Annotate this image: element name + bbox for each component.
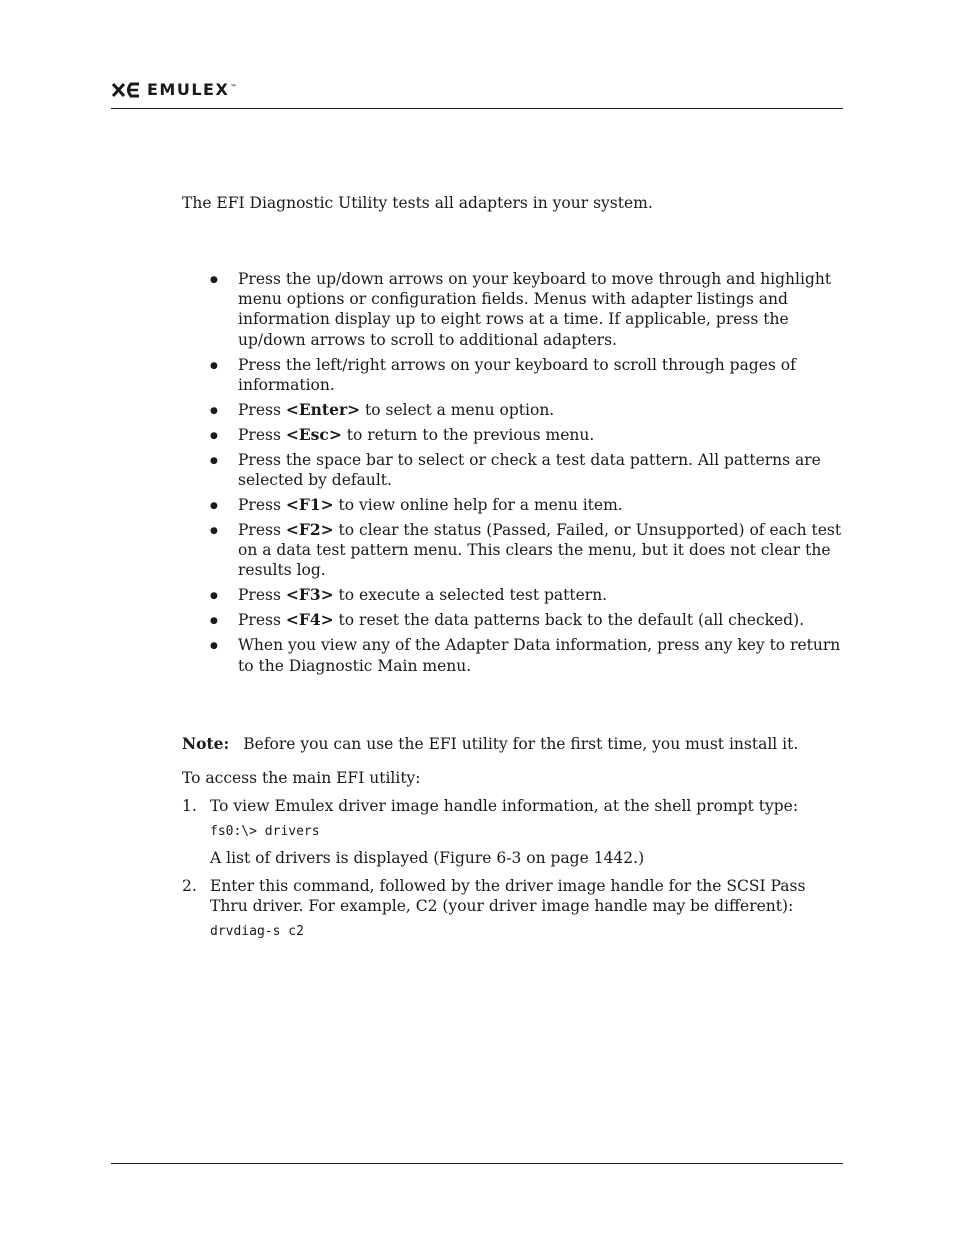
emulex-logo [111, 80, 238, 99]
list-item [238, 635, 848, 675]
list-item [238, 450, 848, 490]
logo-wordmark: EMULEX™ [147, 80, 238, 99]
footer-rule [111, 1163, 843, 1164]
key-name: <F3> [285, 585, 334, 605]
list-item [238, 520, 848, 581]
list-item [238, 585, 848, 605]
step-text: Enter this command, followed by the driver image handle for the SCSI Pass Thru driver. For example, C2 (your driver image handle may be different): [210, 877, 806, 915]
note-paragraph [182, 734, 798, 754]
list-item-text: to clear the status (Passed, Failed, or Unsupported) of each test on a data test pattern menu. This clears the menu, but it does not clear the results log. [238, 521, 842, 580]
list-item [238, 495, 848, 515]
list-item-text: Press [238, 586, 286, 605]
list-item-text: Press the space bar to select or check a test data pattern. All patterns are selected by default. [238, 450, 821, 490]
list-item-text: to view online help for a menu item. [333, 496, 623, 515]
access-intro: To access the main EFI utility: [182, 769, 421, 787]
list-item [238, 425, 848, 445]
list-item-text: Press [238, 521, 286, 540]
list-item-text: to return to the previous menu. [341, 425, 595, 444]
code-line: fs0:\> drivers [210, 824, 320, 839]
key-name: <F4> [285, 610, 334, 630]
key-name: <F1> [285, 495, 334, 515]
note-label: Note: [182, 734, 230, 753]
key-instructions-list [238, 269, 848, 681]
list-item [238, 355, 848, 395]
list-item-text: Press the left/right arrows on your keyboard to scroll through pages of information. [238, 355, 796, 394]
list-item [238, 610, 848, 630]
list-item-text: to execute a selected test pattern. [333, 586, 608, 605]
note-text: Before you can use the EFI utility for the first time, you must install it. [243, 735, 799, 753]
list-item-text: Press the up/down arrows on your keyboard to move through and highlight menu options or configuration fields. Menus with adapter listings and information display up to eight rows at a time. If applicable, press the up/down arrows to scroll to additional adapters. [238, 270, 832, 349]
header-rule [111, 108, 843, 109]
key-name: <Enter> [285, 399, 361, 419]
list-item-text: Press [238, 611, 286, 630]
step-after-text: A list of drivers is displayed (Figure 6-3 on page 1442.) [210, 849, 645, 867]
list-item-text: When you view any of the Adapter Data information, press any key to return to the Diagnostic Main menu. [238, 636, 841, 675]
key-name: <F2> [285, 520, 334, 540]
emulex-logo-icon [111, 82, 141, 98]
list-item-text: Press [238, 425, 286, 444]
step-text: To view Emulex driver image handle information, at the shell prompt type: [210, 797, 799, 815]
step-number: 1. [182, 797, 197, 815]
list-item [238, 400, 848, 420]
key-name: <Esc> [285, 424, 342, 444]
list-item-text: Press [238, 400, 286, 419]
list-item [238, 269, 848, 350]
list-item-text: to reset the data patterns back to the default (all checked). [333, 611, 805, 630]
intro-paragraph: The EFI Diagnostic Utility tests all adapters in your system. [182, 194, 653, 212]
code-line: drvdiag-s c2 [210, 924, 304, 939]
step-number: 2. [182, 877, 197, 895]
list-item-text: to select a menu option. [360, 400, 555, 419]
list-item-text: Press [238, 496, 286, 515]
